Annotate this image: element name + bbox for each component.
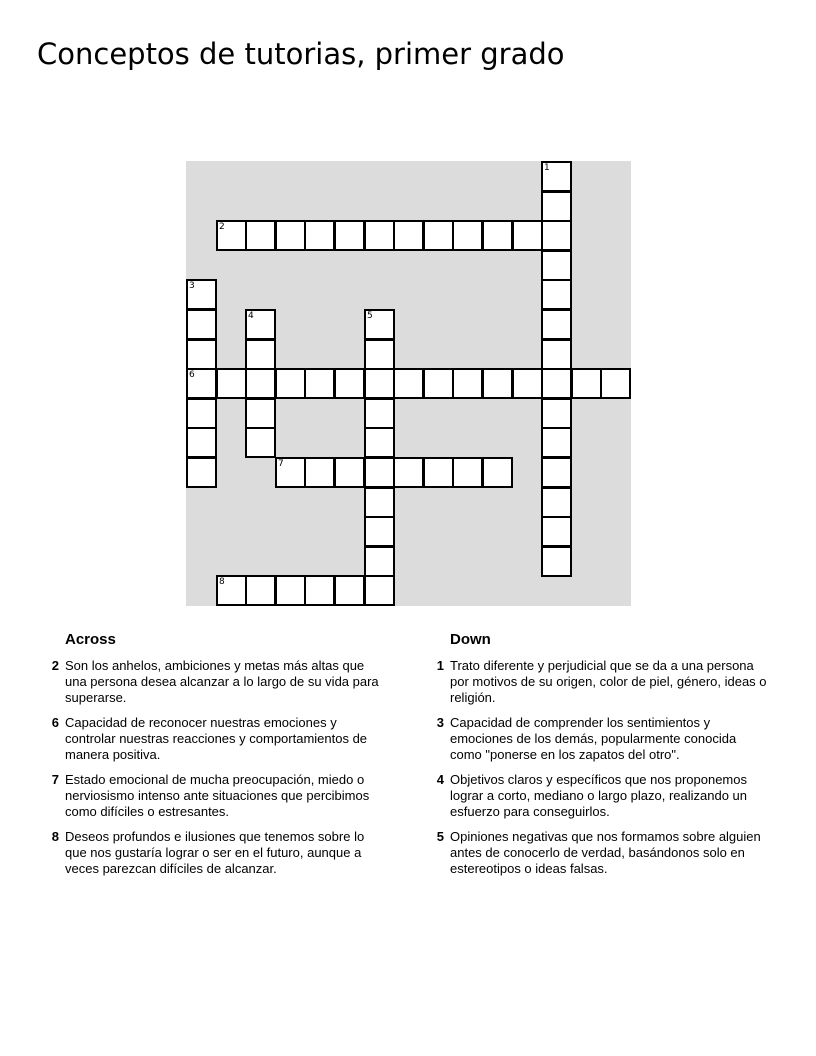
grid-cell[interactable] (364, 339, 395, 370)
clue-number: 8 (51, 829, 59, 844)
grid-cell[interactable] (186, 279, 217, 310)
clue-across-8 (40, 829, 385, 877)
grid-cell[interactable] (275, 220, 306, 251)
grid-cell[interactable] (541, 220, 572, 251)
grid-cell[interactable] (364, 368, 395, 399)
clue-number: 6 (51, 715, 59, 730)
down-heading: Down (450, 631, 491, 648)
grid-cell[interactable] (600, 368, 631, 399)
grid-cell[interactable] (304, 457, 335, 488)
grid-cell[interactable] (541, 457, 572, 488)
grid-cell[interactable] (541, 309, 572, 340)
clue-text: Capacidad de reconocer nuestras emociones y controlar nuestras reacciones y comportamientos de manera positiva. (65, 715, 368, 762)
grid-cell[interactable] (334, 457, 365, 488)
crossword-grid (186, 161, 631, 606)
grid-cell[interactable] (423, 457, 454, 488)
cell-number: 5 (367, 311, 373, 321)
grid-cell[interactable] (334, 368, 365, 399)
clue-text: Trato diferente y perjudicial que se da a una persona por motivos de su origen, color de piel, género, ideas o religión. (450, 658, 767, 705)
cell-number: 7 (278, 459, 284, 469)
grid-cell[interactable] (541, 487, 572, 518)
cell-number: 6 (189, 370, 195, 380)
grid-cell[interactable] (423, 368, 454, 399)
grid-cell[interactable] (571, 368, 602, 399)
clue-number: 3 (436, 715, 444, 730)
grid-cell[interactable] (245, 398, 276, 429)
grid-cell[interactable] (216, 368, 247, 399)
grid-cell[interactable] (245, 220, 276, 251)
cell-number: 1 (544, 163, 550, 173)
clue-text: Objetivos claros y específicos que nos proponemos lograr a corto, mediano o largo plazo, realizando un esfuerzo para conseguirlos. (450, 772, 748, 819)
down-clues (425, 628, 770, 886)
grid-cell[interactable] (512, 368, 543, 399)
grid-cell[interactable] (541, 191, 572, 222)
grid-cell[interactable] (541, 368, 572, 399)
grid-cell[interactable] (186, 457, 217, 488)
grid-cell[interactable] (541, 250, 572, 281)
grid-cell[interactable] (364, 427, 395, 458)
clue-across-7 (40, 772, 385, 820)
grid-cell[interactable] (364, 398, 395, 429)
grid-cell[interactable] (452, 368, 483, 399)
grid-cell[interactable] (541, 279, 572, 310)
grid-cell[interactable] (245, 575, 276, 606)
cell-number: 2 (219, 222, 225, 232)
grid-cell[interactable] (186, 398, 217, 429)
clue-down-4 (425, 772, 770, 820)
clue-number: 5 (436, 829, 444, 844)
grid-cell[interactable] (364, 220, 395, 251)
grid-cell[interactable] (393, 220, 424, 251)
grid-cell[interactable] (393, 368, 424, 399)
grid-cell[interactable] (245, 339, 276, 370)
grid-cell[interactable] (364, 516, 395, 547)
grid-cell[interactable] (216, 575, 247, 606)
grid-cell[interactable] (364, 309, 395, 340)
grid-cell[interactable] (541, 546, 572, 577)
grid-cell[interactable] (304, 368, 335, 399)
grid-cell[interactable] (541, 398, 572, 429)
grid-cell[interactable] (334, 575, 365, 606)
grid-cell[interactable] (216, 220, 247, 251)
grid-cell[interactable] (275, 575, 306, 606)
grid-cell[interactable] (482, 220, 513, 251)
grid-cell[interactable] (364, 487, 395, 518)
grid-cell[interactable] (364, 457, 395, 488)
grid-cell[interactable] (423, 220, 454, 251)
clue-number: 4 (436, 772, 444, 787)
clue-down-1 (425, 658, 770, 706)
clue-text: Deseos profundos e ilusiones que tenemos sobre lo que nos gustaría lograr o ser en el futuro, aunque a veces parezcan difíciles de alcanzar. (65, 829, 365, 876)
grid-cell[interactable] (186, 368, 217, 399)
clue-number: 2 (51, 658, 59, 673)
grid-cell[interactable] (482, 368, 513, 399)
grid-cell[interactable] (393, 457, 424, 488)
clue-text: Opiniones negativas que nos formamos sobre alguien antes de conocerlo de verdad, basándonos solo en estereotipos o ideas falsas. (450, 829, 761, 876)
grid-cell[interactable] (482, 457, 513, 488)
cell-number: 8 (219, 577, 225, 587)
cell-number: 3 (189, 281, 195, 291)
grid-cell[interactable] (452, 457, 483, 488)
cell-number: 4 (248, 311, 254, 321)
clue-text: Estado emocional de mucha preocupación, miedo o nerviosismo intenso ante situaciones que percibimos como difíciles o estresantes. (65, 772, 370, 819)
grid-cell[interactable] (541, 427, 572, 458)
across-heading: Across (65, 631, 116, 648)
clue-text: Capacidad de comprender los sentimientos y emociones de los demás, popularmente conocida como "ponerse en los zapatos del otro". (450, 715, 737, 762)
grid-cell[interactable] (245, 368, 276, 399)
grid-cell[interactable] (364, 575, 395, 606)
grid-cell[interactable] (452, 220, 483, 251)
grid-cell[interactable] (186, 427, 217, 458)
clue-text: Son los anhelos, ambiciones y metas más altas que una persona desea alcanzar a lo largo de su vida para superarse. (65, 658, 379, 705)
grid-cell[interactable] (364, 546, 395, 577)
grid-cell[interactable] (275, 457, 306, 488)
grid-cell[interactable] (186, 339, 217, 370)
grid-cell[interactable] (275, 368, 306, 399)
grid-cell[interactable] (541, 161, 572, 192)
grid-cell[interactable] (541, 516, 572, 547)
grid-cell[interactable] (512, 220, 543, 251)
grid-cell[interactable] (186, 309, 217, 340)
clue-across-2 (40, 658, 385, 706)
grid-cell[interactable] (304, 220, 335, 251)
clue-down-3 (425, 715, 770, 763)
clue-down-5 (425, 829, 770, 877)
page-title: Conceptos de tutorias, primer grado (37, 37, 565, 71)
grid-cell[interactable] (541, 339, 572, 370)
grid-cell[interactable] (245, 427, 276, 458)
clue-number: 7 (51, 772, 59, 787)
grid-cell[interactable] (304, 575, 335, 606)
grid-cell[interactable] (245, 309, 276, 340)
across-clues (40, 628, 385, 886)
clue-across-6 (40, 715, 385, 763)
clue-number: 1 (436, 658, 444, 673)
grid-cell[interactable] (334, 220, 365, 251)
